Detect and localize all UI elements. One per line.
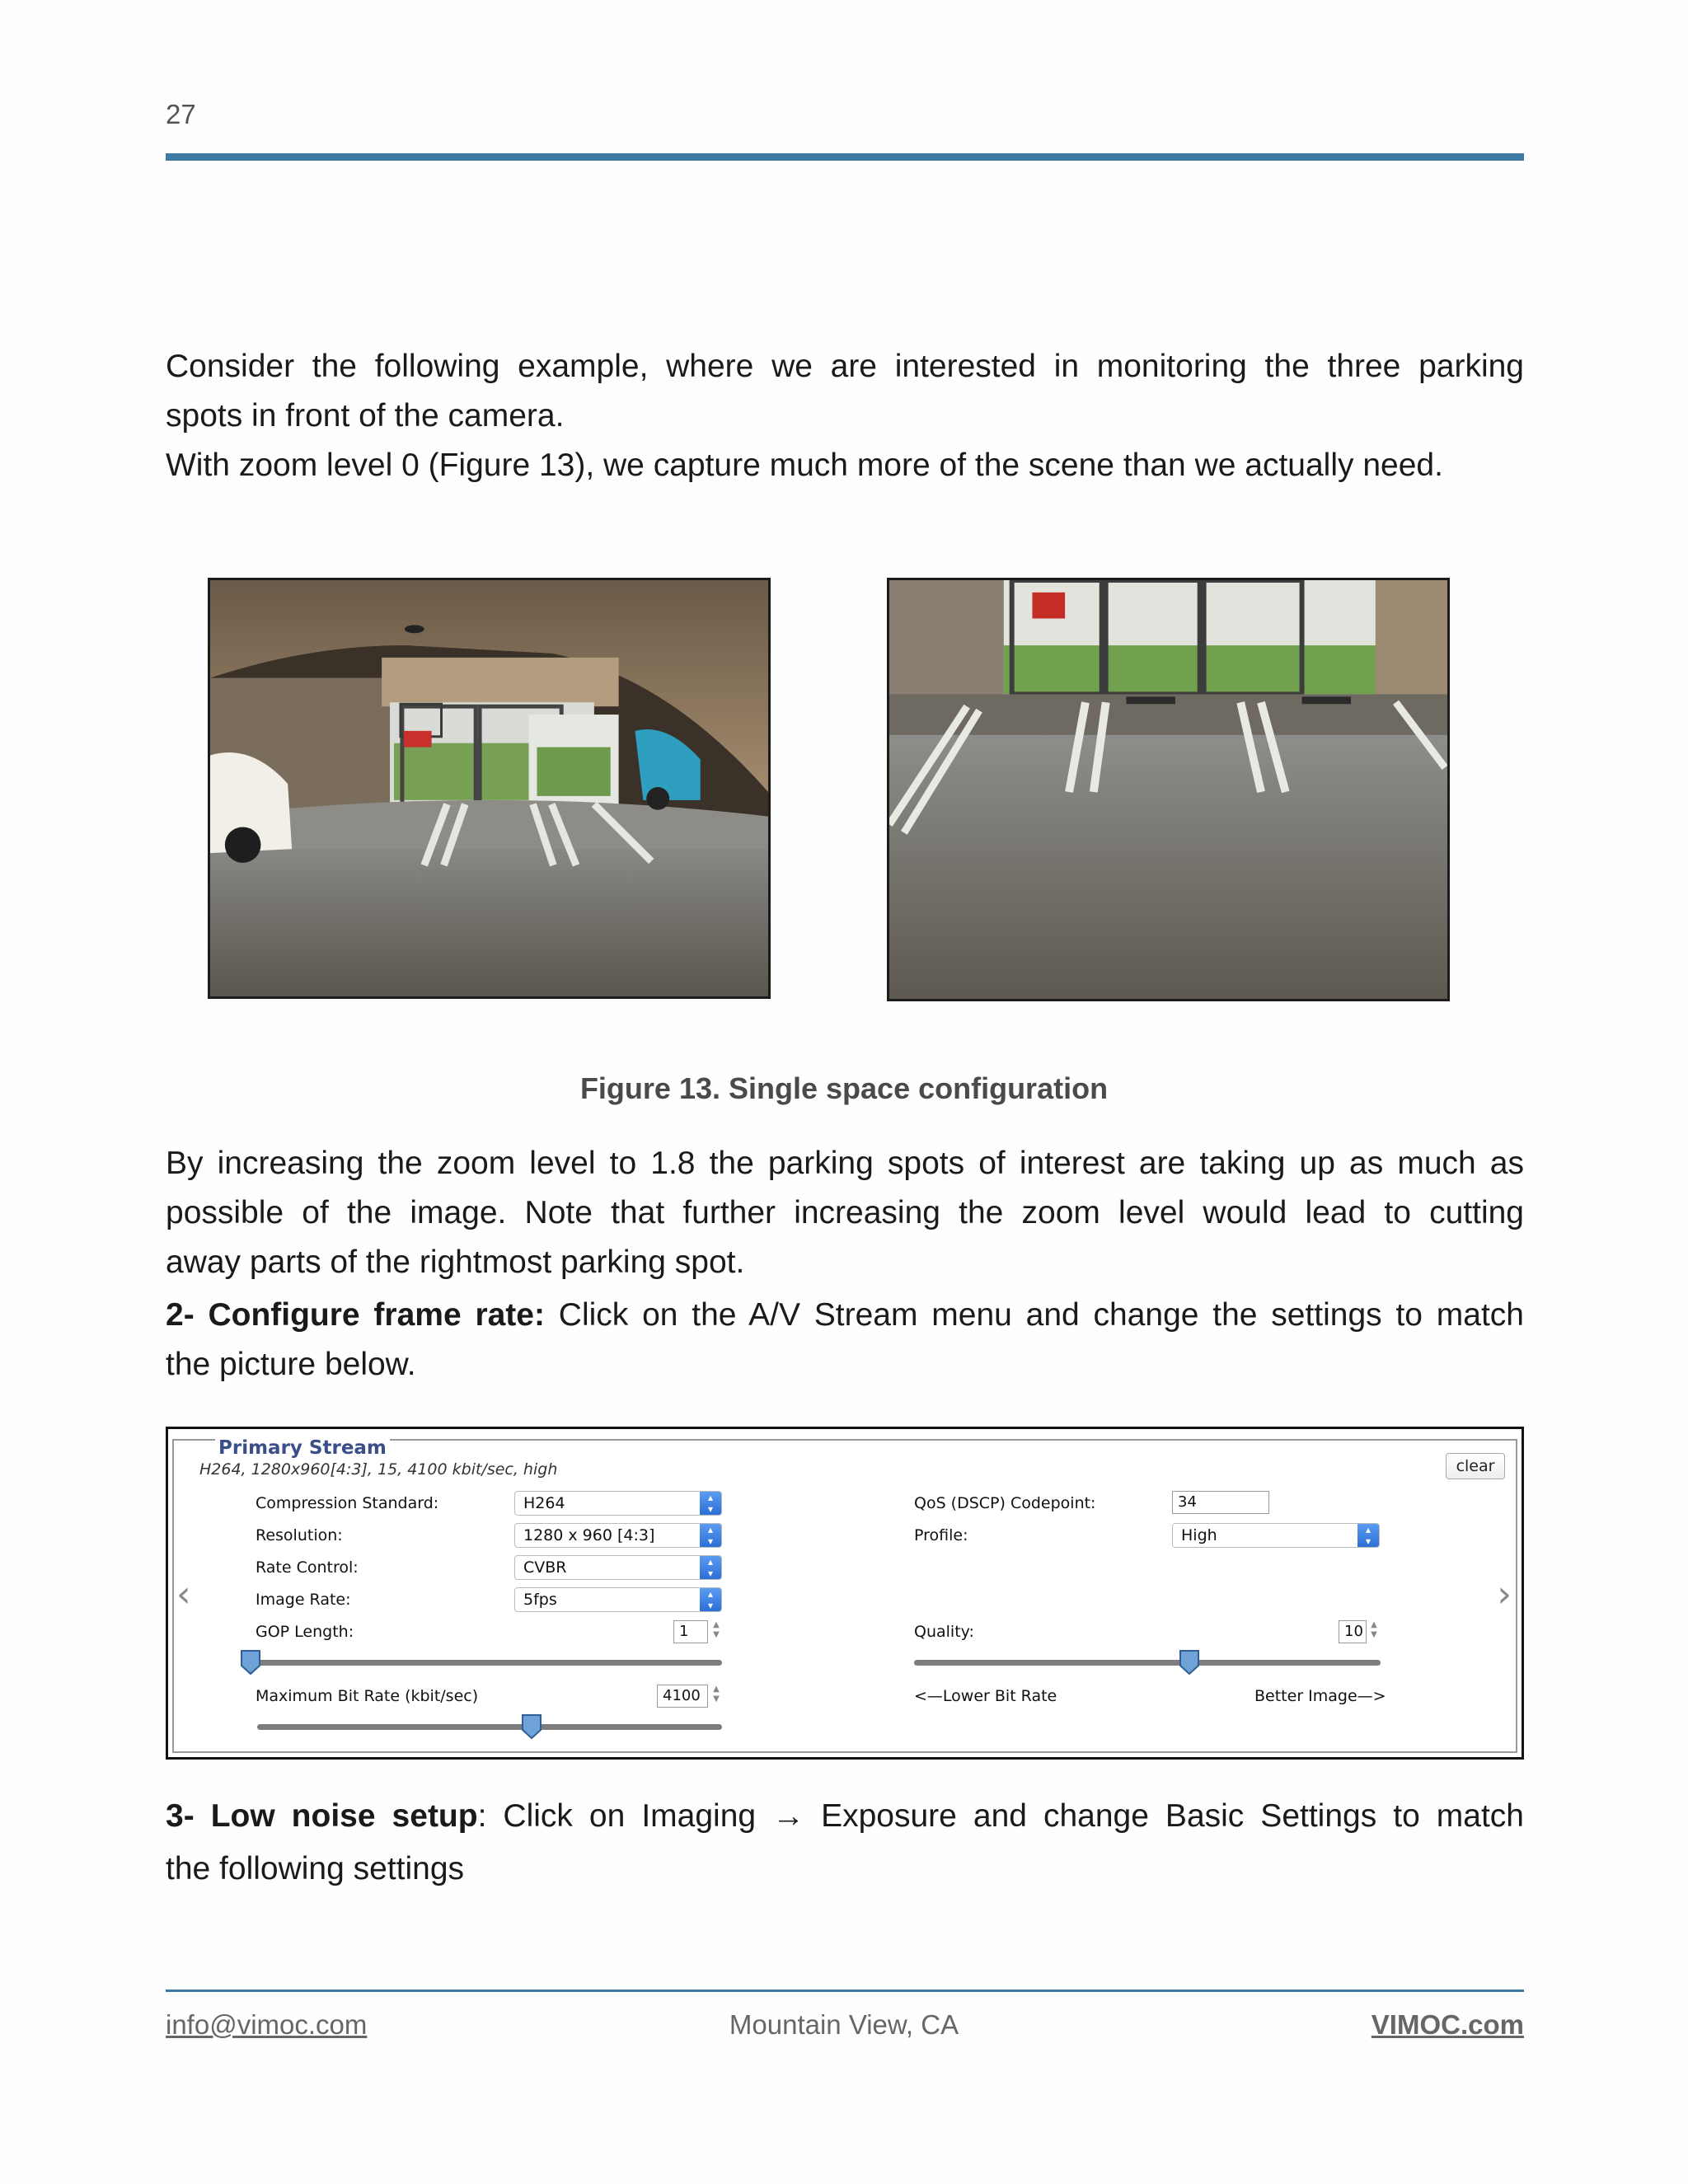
rate-control-label: Rate Control: <box>256 1558 359 1577</box>
step3-heading: 3- Low noise setup <box>166 1798 478 1834</box>
quality-label: Quality: <box>914 1623 974 1641</box>
better-image-label: Better Image—> <box>1254 1687 1386 1705</box>
step2-text-1: Click on the A/V Stream menu and change the settings to match <box>544 1297 1524 1333</box>
bit-rate-slider-thumb[interactable] <box>521 1713 542 1740</box>
intro-line-2: spots in front of the camera. <box>166 398 565 434</box>
figure-caption: Figure 13. Single space configuration <box>579 1071 1109 1105</box>
qos-codepoint-input[interactable]: 34 <box>1172 1491 1269 1514</box>
gop-length-label: GOP Length: <box>256 1623 354 1641</box>
resolution-select[interactable] <box>514 1523 722 1548</box>
intro-paragraph <box>166 342 1524 490</box>
bit-rate-slider-track[interactable] <box>257 1724 722 1730</box>
intro-line-3: With zoom level 0 (Figure 13), we capture much more of the scene than we actually need. <box>166 448 1443 483</box>
footer-location: Mountain View, CA <box>729 2009 959 2040</box>
zoom-paragraph <box>166 1139 1524 1287</box>
profile-select[interactable] <box>1172 1523 1380 1548</box>
zoom-line-3: away parts of the rightmost parking spot. <box>166 1244 745 1280</box>
parking-photo-zoom-1-8 <box>887 578 1450 1001</box>
zoom-line-1: By increasing the zoom level to 1.8 the parking spots of interest are taking up as much as <box>166 1146 1524 1181</box>
rate-control-select[interactable] <box>514 1555 722 1580</box>
profile-value: High <box>1181 1526 1217 1544</box>
image-rate-value: 5fps <box>523 1591 557 1609</box>
parking-photo-zoom-0 <box>208 578 771 999</box>
quality-input[interactable]: 10 <box>1339 1620 1367 1643</box>
step3-line-1 <box>166 1790 1524 1843</box>
compression-standard-value: H264 <box>523 1494 565 1512</box>
gop-slider-thumb[interactable] <box>240 1649 261 1675</box>
step2-heading: 2- Configure frame rate: <box>166 1297 545 1333</box>
image-rate-select[interactable] <box>514 1587 722 1612</box>
step2-text-2: the picture below. <box>166 1347 416 1382</box>
primary-stream-panel <box>166 1427 1524 1760</box>
select-arrows-icon: ▴ ▾ <box>700 1524 721 1547</box>
header-rule <box>166 153 1524 161</box>
compression-standard-select[interactable] <box>514 1491 722 1516</box>
quality-slider-track[interactable] <box>914 1660 1381 1666</box>
primary-stream-legend: Primary Stream <box>215 1437 390 1459</box>
footer-website[interactable] <box>1372 2009 1524 2041</box>
select-arrows-icon: ▴ ▾ <box>700 1556 721 1579</box>
bit-rate-stepper-icon[interactable]: ▲ ▼ <box>713 1685 720 1704</box>
compression-standard-label: Compression Standard: <box>256 1494 439 1512</box>
max-bit-rate-input[interactable]: 4100 <box>657 1685 708 1708</box>
profile-label: Profile: <box>914 1526 968 1544</box>
footer-website-link[interactable]: VIMOC.com <box>1371 2009 1524 2040</box>
footer-email-link[interactable]: info@vimoc.com <box>166 2009 368 2040</box>
quality-slider-thumb[interactable] <box>1179 1649 1200 1675</box>
step2-line-1 <box>166 1291 1524 1340</box>
clear-button[interactable]: clear <box>1446 1453 1505 1479</box>
rate-control-value: CVBR <box>523 1558 567 1577</box>
select-arrows-icon: ▴ ▾ <box>1357 1524 1379 1547</box>
gop-stepper-icon[interactable]: ▲ ▼ <box>713 1620 720 1639</box>
max-bit-rate-label: Maximum Bit Rate (kbit/sec) <box>256 1687 479 1705</box>
intro-line-1: Consider the following example, where we are interested in monitoring the three parking <box>166 349 1524 384</box>
gop-slider-track[interactable] <box>251 1660 722 1666</box>
primary-stream-fieldset <box>172 1439 1517 1753</box>
lower-bit-rate-label: <—Lower Bit Rate <box>914 1687 1057 1705</box>
previous-arrow-icon[interactable]: ‹ <box>176 1573 191 1615</box>
gop-length-input[interactable]: 1 <box>673 1620 708 1643</box>
select-arrows-icon: ▴ ▾ <box>700 1588 721 1611</box>
qos-codepoint-label: QoS (DSCP) Codepoint: <box>914 1494 1096 1512</box>
step3-text-1: : Click on Imaging → Exposure and change Basic Settings to match <box>477 1798 1524 1834</box>
step3-paragraph <box>166 1790 1524 1896</box>
next-arrow-icon[interactable]: › <box>1497 1573 1512 1615</box>
step3-text-2: the following settings <box>166 1851 465 1886</box>
footer-rule <box>166 1990 1524 1992</box>
select-arrows-icon: ▴ ▾ <box>700 1492 721 1515</box>
quality-stepper-icon[interactable]: ▲ ▼ <box>1371 1620 1377 1639</box>
resolution-label: Resolution: <box>256 1526 343 1544</box>
resolution-value: 1280 x 960 [4:3] <box>523 1526 655 1544</box>
page-number: 27 <box>166 99 196 129</box>
stream-summary: H264, 1280x960[4:3], 15, 4100 kbit/sec, high <box>199 1460 558 1479</box>
image-rate-label: Image Rate: <box>256 1591 351 1609</box>
step2-paragraph <box>166 1291 1524 1390</box>
zoom-line-2: possible of the image. Note that further increasing the zoom level would lead to cutting <box>166 1195 1524 1230</box>
